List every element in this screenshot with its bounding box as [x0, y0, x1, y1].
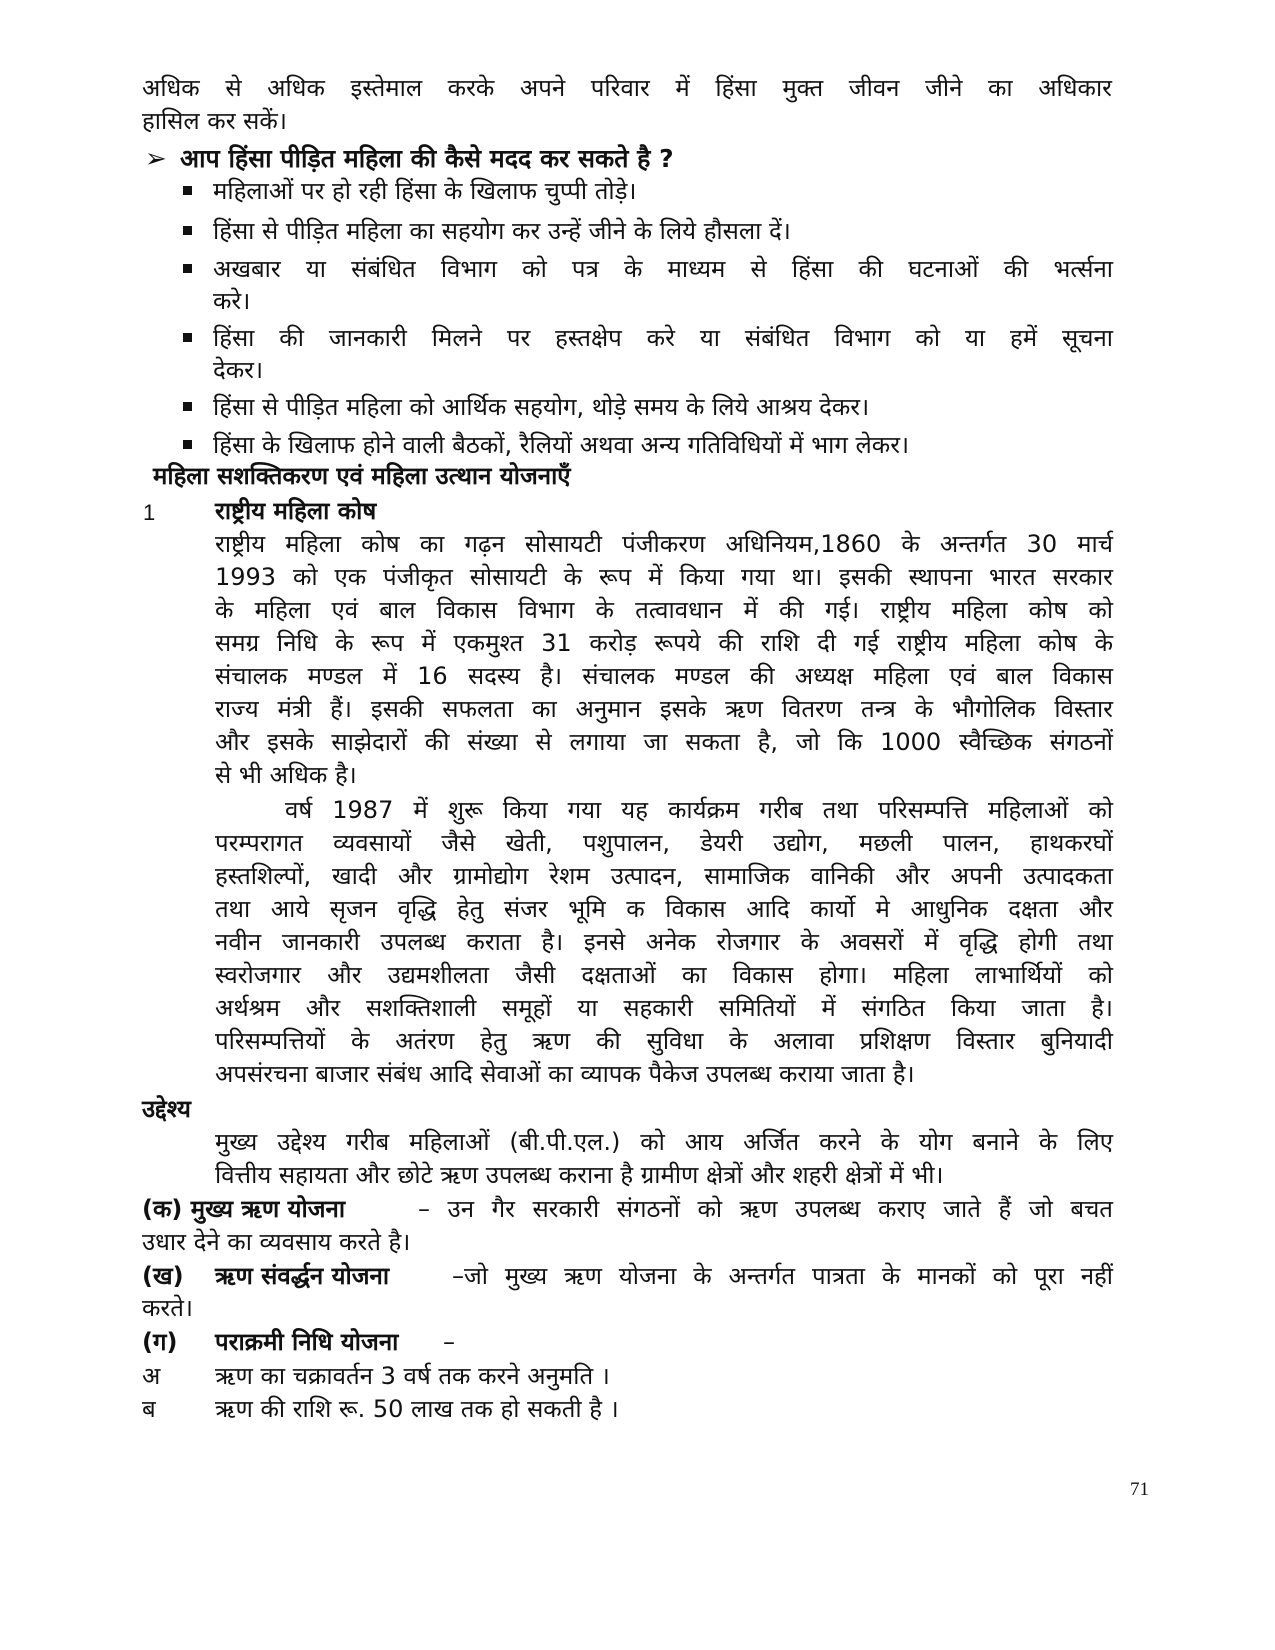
square-bullet-icon [183, 440, 192, 449]
objective-line: मुख्य उद्देश्य गरीब महिलाओं (बी.पी.एल.) को आय अर्जित करने के योग बनाने के लिए [215, 1128, 1113, 1156]
rmk-para1-line: समग्र निधि के रूप में एकमुश्त 31 करोड़ रूपये की राशि दी गई राष्ट्रीय महिला कोष के [215, 629, 1113, 657]
rmk-title: राष्ट्रीय महिला कोष [215, 497, 377, 525]
help-section-heading: आप हिंसा पीड़ित महिला की कैसे मदद कर सकते है ? [180, 144, 674, 173]
section-number: 1 [143, 500, 156, 525]
rmk-para2-line: परम्परागत व्यवसायों जैसे खेती, पशुपालन, डेयरी उद्योग, मछली पालन, हाथकरघों [215, 829, 1113, 857]
rmk-para1-line: के महिला एवं बाल विकास विभाग के तत्वावधान में की गई। राष्ट्रीय महिला कोष को [215, 596, 1113, 624]
arrow-bullet-icon: ➢ [145, 144, 167, 174]
square-bullet-icon [183, 402, 192, 411]
rmk-para2-line: परिसम्पत्तियों के अतंरण हेतु ऋण की सुविधा के अलावा प्रशिक्षण विस्तार बुनियादी [215, 1027, 1113, 1055]
rmk-para2-line: अपसंरचना बाजार संबंध आदि सेवाओं का व्यापक पैकेज उपलब्ध कराया जाता है। [215, 1060, 915, 1088]
rmk-para2-line: अर्थश्रम और सशक्तिशाली समूहों या सहकारी समितियों में संगठित किया जाता है। [215, 994, 1113, 1022]
point-marker: अ [142, 1362, 161, 1390]
rmk-para1-line: और इसके साझेदारों की संख्या से लगाया जा सकता है, जो कि 1000 स्वैच्छिक संगठनों [215, 728, 1113, 756]
point-text: ऋण का चक्रावर्तन 3 वर्ष तक करने अनुमति । [215, 1362, 610, 1390]
point-text: ऋण की राशि रू. 50 लाख तक हो सकती है । [215, 1395, 619, 1423]
rmk-para2-line: वर्ष 1987 में शुरू किया गया यह कार्यक्रम गरीब तथा परिसम्पत्ति महिलाओं को [285, 796, 1113, 824]
bullet-item-continuation: देकर। [213, 356, 264, 384]
intro-line-2: हासिल कर सकें। [142, 107, 287, 135]
point-marker: ब [142, 1395, 156, 1423]
bullet-item-continuation: करे। [213, 287, 251, 315]
scheme-ga-label: पराक्रमी निधि योजना [215, 1328, 399, 1356]
rmk-para1-line: 1993 को एक पंजीकृत सोसायटी के रूप में किया गया था। इसकी स्थापना भारत सरकार [215, 563, 1113, 591]
square-bullet-icon [183, 264, 192, 273]
rmk-para1-line: संचालक मण्डल में 16 सदस्य है। संचालक मण्डल की अध्यक्ष महिला एवं बाल विकास [215, 662, 1113, 690]
scheme-ka-text: – उन गैर सरकारी संगठनों को ऋण उपलब्ध कराए जाते हैं जो बचत [418, 1195, 1113, 1223]
bullet-item: हिंसा के खिलाफ होने वाली बैठकों, रैलियों अथवा अन्य गतिविधियों में भाग लेकर। [213, 431, 910, 459]
bullet-item: हिंसा की जानकारी मिलने पर हस्तक्षेप करे या संबंधित विभाग को या हमें सूचना [213, 324, 1113, 352]
rmk-para1-line: राष्ट्रीय महिला कोष का गढ़न सोसायटी पंजीकरण अधिनियम,1860 के अन्तर्गत 30 मार्च [215, 530, 1113, 558]
rmk-para1-line: से भी अधिक है। [215, 761, 357, 789]
bullet-item: हिंसा से पीड़ित महिला को आर्थिक सहयोग, थोड़े समय के लिये आश्रय देकर। [213, 393, 870, 421]
scheme-ka-continuation: उधार देने का व्यवसाय करते है। [142, 1228, 411, 1256]
objective-heading: उद्देश्य [142, 1095, 191, 1123]
bullet-item: महिलाओं पर हो रही हिंसा के खिलाफ चुप्पी तोड़े। [213, 177, 637, 205]
rmk-para2-line: स्वरोजगार और उद्यमशीलता जैसी दक्षताओं का विकास होगा। महिला लाभार्थियों को [215, 961, 1113, 989]
scheme-ga-marker: (ग) [142, 1328, 178, 1356]
bullet-item: हिंसा से पीड़ित महिला का सहयोग कर उन्हें जीने के लिये हौसला दें। [213, 217, 791, 245]
rmk-para1-line: राज्य मंत्री हैं। इसकी सफलता का अनुमान इसके ऋण वितरण तन्त्र के भौगोलिक विस्तार [215, 695, 1113, 723]
objective-line: वित्तीय सहायता और छोटे ऋण उपलब्ध कराना है ग्रामीण क्षेत्रों और शहरी क्षेत्रों में भी। [215, 1161, 944, 1189]
rmk-para2-line: नवीन जानकारी उपलब्ध कराता है। इनसे अनेक रोजगार के अवसरों में वृद्धि होगी तथा [215, 928, 1113, 956]
scheme-kha-text: –जो मुख्य ऋण योजना के अन्तर्गत पात्रता के मानकों को पूरा नहीं [452, 1262, 1113, 1290]
scheme-kha-label: ऋण संवर्द्धन योजना [215, 1262, 390, 1290]
scheme-kha-continuation: करते। [142, 1294, 194, 1322]
schemes-heading: महिला सशक्तिकरण एवं महिला उत्थान योजनाएँ [153, 462, 571, 490]
scheme-ga-dash: – [443, 1328, 455, 1356]
bullet-item: अखबार या संबंधित विभाग को पत्र के माध्यम से हिंसा की घटनाओं की भर्त्सना [213, 255, 1113, 283]
square-bullet-icon [183, 186, 192, 195]
intro-line-1: अधिक से अधिक इस्तेमाल करके अपने परिवार में हिंसा मुक्त जीवन जीने का अधिकार [142, 74, 1112, 102]
rmk-para2-line: हस्तशिल्पों, खादी और ग्रामोद्योग रेशम उत्पादन, सामाजिक वानिकी और अपनी उत्पादकता [215, 862, 1113, 890]
scheme-ka-label: (क) मुख्य ऋण योजना [142, 1195, 346, 1223]
rmk-para2-line: तथा आये सृजन वृद्धि हेतु संजर भूमि क विकास आदि कार्यो मे आधुनिक दक्षता और [215, 895, 1113, 923]
square-bullet-icon [183, 226, 192, 235]
page-number: 71 [1130, 1479, 1149, 1500]
scheme-kha-marker: (ख) [142, 1262, 184, 1290]
square-bullet-icon [183, 333, 192, 342]
